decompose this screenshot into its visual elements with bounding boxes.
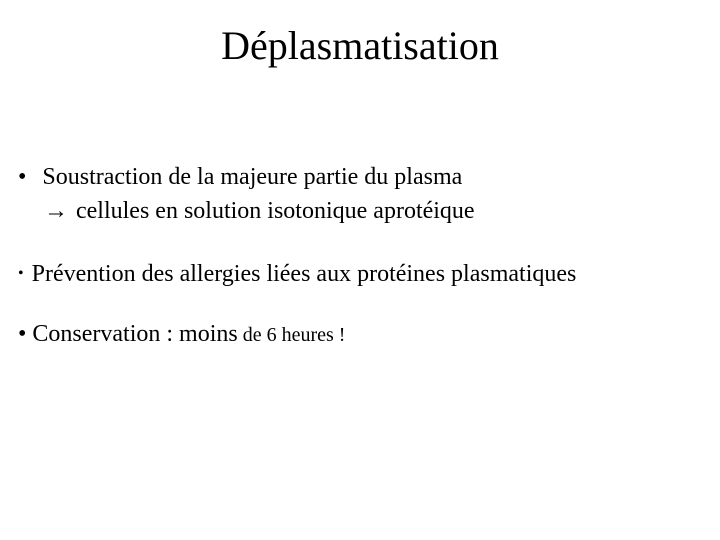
bullet-text-2: Prévention des allergies liées aux protéines plasmatiques [31, 261, 577, 287]
bullet-icon: • [18, 321, 27, 347]
bullet-item-3 [18, 320, 345, 349]
bullet-item-2 [18, 260, 576, 288]
bullet-item-1 [18, 163, 462, 191]
slide-title: Déplasmatisation [221, 23, 499, 68]
bullet-icon: • [18, 164, 27, 190]
bullet-continuation-text: cellules en solution isotonique aprotéique [76, 198, 475, 224]
arrow-right-icon: → [44, 198, 68, 224]
bullet-text-3-small: de 6 heures ! [237, 324, 346, 346]
bullet-icon: • [18, 265, 24, 282]
bullet-text-3: Conservation : moins [32, 321, 238, 347]
bullet-text-1: Soustraction de la majeure partie du plasma [42, 164, 463, 190]
bullet-item-1-continuation [44, 197, 475, 225]
